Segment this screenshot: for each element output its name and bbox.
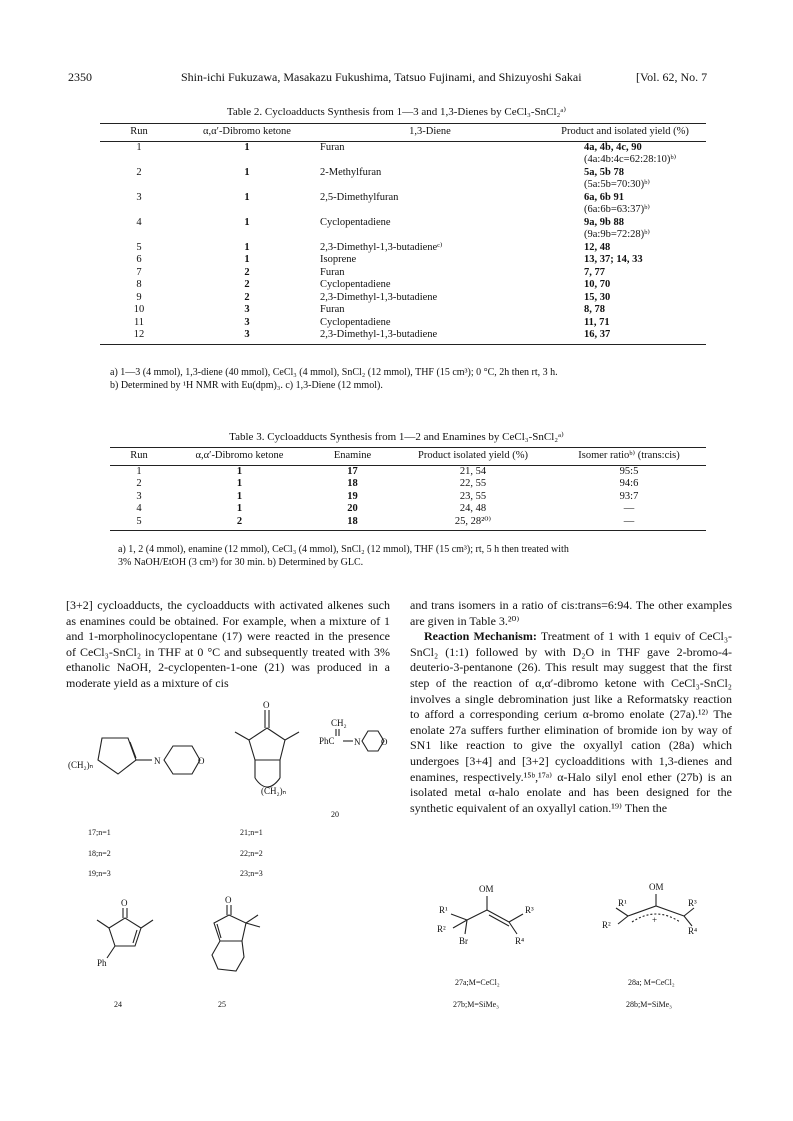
table3-caption: Table 3. Cycloadducts Synthesis from 1—2 and Enamines by CeCl₃-SnCl₂ᵃ⁾ <box>229 431 564 443</box>
product-cell: 25, 28²⁰⁾ <box>394 516 552 531</box>
table3-col-enamine: Enamine <box>311 448 394 466</box>
reaction-mechanism-heading: Reaction Mechanism: <box>424 629 537 644</box>
cyclopentenone-o-atom: O <box>263 700 270 710</box>
table2-col-ketone: α,α′-Dibromo ketone <box>178 124 316 142</box>
table2-header-row <box>100 124 706 142</box>
table-row <box>100 267 706 280</box>
diene-cell: Furan <box>320 266 345 278</box>
label-28b: 28b;M=SiMe₃ <box>626 1000 672 1009</box>
product-cell <box>544 292 706 305</box>
table-row <box>100 242 706 255</box>
ketone-cell: 2 <box>168 516 311 531</box>
label-17: 17;n=1 <box>88 828 111 837</box>
structure28-om: OM <box>649 882 664 892</box>
table-row <box>100 329 706 344</box>
structure28-r2: R² <box>602 920 611 930</box>
enamine-cell: 17 <box>347 465 358 477</box>
product-yield: 5a, 5b 78 <box>584 166 624 178</box>
label-19: 19;n=3 <box>88 869 111 878</box>
enamine-cell: 19 <box>347 490 358 502</box>
product-cell: 22, 55 <box>459 478 487 489</box>
structure-cyclopentenone-21-23 <box>225 698 315 808</box>
enamine-n-atom: N <box>154 756 161 766</box>
structure27-r1-bond <box>451 914 467 920</box>
diene-cell: Cyclopentadiene <box>320 279 391 290</box>
volume-info: [Vol. 62, No. 7 <box>636 70 708 84</box>
diene-cell: 2,3-Dimethyl-1,3-butadiene <box>320 291 438 303</box>
structure20-n: N <box>354 737 361 747</box>
ketone-cell: 1 <box>244 141 250 153</box>
enamine-cell: 20 <box>347 503 358 514</box>
run-cell: 2 <box>136 478 142 489</box>
run-cell: 11 <box>133 316 145 328</box>
structure25-five-ring <box>214 915 246 941</box>
left-paragraph: [3+2] cycloadducts, the cycloadducts with activated alkenes such as enamines could be obtained. For example, when a mixture of 1 and 1-morpholinocyclopentane (17) were reacted in the presence of CeCl₃-SnCl₂ in THF at 0 °C and subsequently treated with 3% ethanolic NaOH, 2-cyclopenten-1-one (21) was produced in a moderate yield as a mixture of cis <box>66 598 390 690</box>
diene-cell: 2,3-Dimethyl-1,3-butadiene <box>316 329 544 344</box>
product-ratio: (9a:9b=72:28)ᵇ⁾ <box>584 229 650 240</box>
ketone-cell: 2 <box>244 279 250 290</box>
ratio-cell: 95:5 <box>619 465 639 477</box>
structure27-br-bond <box>465 920 467 934</box>
run-cell: 10 <box>133 304 145 315</box>
structure25-o: O <box>225 895 232 905</box>
product-cell <box>544 267 706 280</box>
label-18: 18;n=2 <box>88 849 111 858</box>
structure27-r3-bond <box>509 914 523 922</box>
product-cell <box>544 192 706 217</box>
product-yield: 10, 70 <box>584 279 611 290</box>
ketone-cell: 1 <box>244 166 250 178</box>
enamine-cell: 18 <box>311 516 394 531</box>
table2-col-product: Product and isolated yield (%) <box>544 124 706 142</box>
structure27-r4: R⁴ <box>515 936 525 946</box>
table-row <box>100 304 706 317</box>
label-27b: 27b;M=SiMe₃ <box>453 1000 499 1009</box>
ketone-cell: 3 <box>178 329 316 344</box>
run-cell: 3 <box>136 191 142 203</box>
run-cell: 3 <box>136 490 142 502</box>
product-cell <box>544 317 706 330</box>
run-cell: 1 <box>136 465 142 477</box>
table2-footnote-a: a) 1—3 (4 mmol), 1,3-diene (40 mmol), CeCl₃ (4 mmol), SnCl₂ (12 mmol), THF (15 cm³); 0 °C, 2h then rt, 3 h. <box>110 367 558 378</box>
structure28-r2-bond <box>618 916 628 924</box>
product-yield: 7, 77 <box>584 266 605 278</box>
ketone-cell: 1 <box>236 490 243 502</box>
product-cell <box>544 141 706 167</box>
diene-cell: Furan <box>320 141 345 153</box>
diene-cell: Cyclopentadiene <box>320 216 391 228</box>
table-row <box>100 279 706 292</box>
enamine-cell: 18 <box>347 478 358 489</box>
ketone-cell: 1 <box>244 216 250 228</box>
structure27-br: Br <box>459 936 468 946</box>
run-cell: 4 <box>136 216 142 228</box>
table2-col-run: Run <box>100 124 178 142</box>
run-cell: 2 <box>136 166 142 178</box>
structure28-r4: R⁴ <box>688 926 698 936</box>
product-yield: 6a, 6b 91 <box>584 191 624 203</box>
table-row <box>100 317 706 330</box>
run-cell: 4 <box>136 503 142 514</box>
run-cell: 7 <box>136 266 142 278</box>
structure-28 <box>602 876 716 946</box>
ratio-cell: — <box>623 503 635 514</box>
product-cell <box>544 329 706 344</box>
run-cell: 12 <box>100 329 178 344</box>
product-cell <box>544 254 706 267</box>
product-cell <box>544 167 706 192</box>
methyl-right <box>285 732 299 740</box>
label-27a: 27a;M=CeCl₂ <box>455 978 500 987</box>
product-cell <box>544 279 706 292</box>
structure24-o: O <box>121 898 128 908</box>
table3-header-row <box>110 448 706 466</box>
ketone-cell: 1 <box>244 191 250 203</box>
right-paragraph-1: and trans isomers in a ratio of cis:trans=6:94. The other examples are given in Table 3.²⁰⁾ <box>410 598 732 628</box>
ketone-cell: 1 <box>236 465 243 477</box>
structure24-ph: Ph <box>97 958 107 968</box>
table3-col-ratio: Isomer ratioᵇ⁾ (trans:cis) <box>552 448 706 466</box>
enamine-double-bond <box>130 742 136 758</box>
structure20-o: O <box>381 737 388 747</box>
table2 <box>100 123 706 345</box>
table3-col-ketone: α,α′-Dibromo ketone <box>168 448 311 466</box>
structure-24 <box>95 896 175 976</box>
ratio-cell: 94:6 <box>619 478 639 489</box>
table3 <box>110 447 706 531</box>
label-24: 24 <box>114 1000 122 1009</box>
right-column <box>410 598 732 816</box>
ketone-cell: 3 <box>244 316 250 328</box>
enamine-o-atom: O <box>198 756 205 766</box>
authors-line: Shin-ichi Fukuzawa, Masakazu Fukushima, Tatsuo Fujinami, and Shizuyoshi Sakai <box>181 70 582 84</box>
run-cell: 5 <box>136 241 142 253</box>
product-yield: 4a, 4b, 4c, 90 <box>584 141 642 153</box>
table3-footnote-a2: 3% NaOH/EtOH (3 cm³) for 30 min. b) Determined by GLC. <box>118 557 364 568</box>
ketone-cell: 1 <box>236 503 243 514</box>
run-cell: 6 <box>136 254 142 265</box>
enamine-ring-size-label: (CH₂)ₙ <box>68 760 94 770</box>
structure20-ch2: CH₂ <box>331 718 347 728</box>
table-row <box>100 167 706 192</box>
label-20: 20 <box>331 810 339 819</box>
diene-cell: 2,5-Dimethylfuran <box>320 191 399 203</box>
structure27-r2-bond <box>453 920 467 928</box>
run-cell: 1 <box>136 141 142 153</box>
structure25-six-ring <box>212 941 244 971</box>
diene-cell: Cyclopentadiene <box>320 316 391 328</box>
diene-cell: 2,3-Dimethyl-1,3-butadieneᶜ⁾ <box>320 241 443 253</box>
product-cell: 23, 55 <box>459 490 487 502</box>
diene-cell: Isoprene <box>320 254 357 265</box>
table2-footnote-b: b) Determined by ¹H NMR with Eu(dpm)₃. c) 1,3-Diene (12 mmol). <box>110 380 383 391</box>
product-cell: 24, 48 <box>459 503 487 514</box>
table-row <box>110 491 706 504</box>
run-cell: 8 <box>136 279 142 290</box>
table2-caption: Table 2. Cycloadducts Synthesis from 1—3 and 1,3-Dienes by CeCl₃-SnCl₂ᵃ⁾ <box>226 106 567 118</box>
table-row <box>100 217 706 242</box>
right-paragraph-2-text: Treatment of 1 with 1 equiv of CeCl₃-SnCl₂ (1:1) followed by with D₂O in THF gave 2-bromo-4-deuterio-3-pentanone (26). This result may suggest that the first step of the reaction of α,α′-dibromo ketone with CeCl₃-SnCl₂ involves a single debromination just like a Reformatsky reaction to afford a corresponding cerium α-bromo enolate (27a).¹²⁾ The enolate 27a suffers further elimination of bromide ion by way of SN1 like reaction to give the oxyallyl cation (28a) which undergoes [3+4] and [3+2] cycloadditions with 1,3-dienes and enamines, respectively.¹⁵ᵇ,¹⁷ᵃ⁾ α-Halo silyl enol ether (27b) is an isolated metal α-halo enolate and has been designed for the synthetic equivalent of an oxyallyl cation.¹⁹⁾ Then the <box>410 629 732 815</box>
product-yield: 16, 37 <box>584 329 611 340</box>
structure27-r1: R¹ <box>439 905 448 915</box>
table3-col-product: Product isolated yield (%) <box>394 448 552 466</box>
table-row <box>100 254 706 267</box>
page-number: 2350 <box>68 70 92 84</box>
structure25-methyl-1 <box>246 915 258 923</box>
structure28-plus: + <box>652 915 658 925</box>
structure28-r1: R¹ <box>618 898 627 908</box>
ketone-cell: 2 <box>244 291 250 303</box>
label-28a: 28a; M=CeCl₂ <box>628 978 675 987</box>
product-yield: 13, 37; 14, 33 <box>584 254 643 265</box>
ratio-cell: — <box>552 516 706 531</box>
label-22: 22;n=2 <box>240 849 263 858</box>
table-row <box>100 292 706 305</box>
product-cell <box>544 304 706 317</box>
structure-enamine-17-19 <box>68 720 220 795</box>
ketone-cell: 1 <box>244 241 250 253</box>
table-row <box>110 516 706 531</box>
label-21: 21;n=1 <box>240 828 263 837</box>
structure27-r3: R³ <box>525 905 534 915</box>
ratio-cell: 93:7 <box>619 490 639 502</box>
table-row <box>110 478 706 491</box>
structure24-methyl-left <box>97 920 109 928</box>
table-row <box>100 192 706 217</box>
product-yield: 8, 78 <box>584 304 605 315</box>
product-ratio: (5a:5b=70:30)ᵇ⁾ <box>584 179 650 190</box>
structure27-r4-bond <box>509 922 517 934</box>
morpholine-ring-bonds <box>164 746 200 774</box>
ketone-cell: 3 <box>244 304 250 315</box>
product-ratio: (4a:4b:4c=62:28:10)ᵇ⁾ <box>584 154 677 165</box>
product-ratio: (6a:6b=63:37)ᵇ⁾ <box>584 204 650 215</box>
structure27-r2: R² <box>437 924 446 934</box>
structure24-methyl-right <box>141 920 153 928</box>
product-cell <box>544 242 706 255</box>
methyl-left <box>235 732 249 740</box>
structure24-ph-bond <box>107 946 115 958</box>
product-yield: 12, 48 <box>584 241 611 253</box>
label-23: 23;n=3 <box>240 869 263 878</box>
structure-20 <box>315 714 395 774</box>
structure27-cc-left <box>467 910 487 920</box>
ketone-cell: 1 <box>236 478 243 489</box>
ketone-cell: 2 <box>244 266 250 278</box>
label-25: 25 <box>218 1000 226 1009</box>
product-yield: 15, 30 <box>584 291 611 303</box>
diene-cell: 2-Methylfuran <box>320 166 382 178</box>
product-yield: 9a, 9b 88 <box>584 216 624 228</box>
table-row <box>100 141 706 167</box>
diene-cell: Furan <box>320 304 345 315</box>
structure28-r4-bond <box>684 916 692 926</box>
product-yield: 11, 71 <box>584 316 610 328</box>
product-cell: 21, 54 <box>459 465 487 477</box>
table3-col-run: Run <box>110 448 168 466</box>
run-cell: 5 <box>110 516 168 531</box>
table3-footnote-a: a) 1, 2 (4 mmol), enamine (12 mmol), CeCl₃ (4 mmol), SnCl₂ (12 mmol), THF (15 cm³); rt, 5 h then treated with <box>118 544 569 555</box>
structure25-methyl-2 <box>246 923 260 927</box>
run-cell: 9 <box>136 291 142 303</box>
structure20-phc: PhC <box>319 736 335 746</box>
bridge-label: (CH₂)ₙ <box>261 786 287 796</box>
structure-27 <box>437 880 547 955</box>
structure28-r3: R³ <box>688 898 697 908</box>
structure27-om: OM <box>479 884 494 894</box>
table-row <box>110 503 706 516</box>
structure28-r1-bond <box>616 908 628 916</box>
cyclopentenone-ring <box>249 728 285 760</box>
left-column <box>66 598 390 692</box>
structure28-r3-bond <box>684 908 694 916</box>
structure-25 <box>200 893 280 978</box>
table2-col-diene: 1,3-Diene <box>316 124 544 142</box>
product-cell <box>544 217 706 242</box>
structure25-double <box>217 924 221 938</box>
table-row <box>110 465 706 478</box>
right-paragraph-2 <box>410 629 732 816</box>
ketone-cell: 1 <box>244 254 250 265</box>
